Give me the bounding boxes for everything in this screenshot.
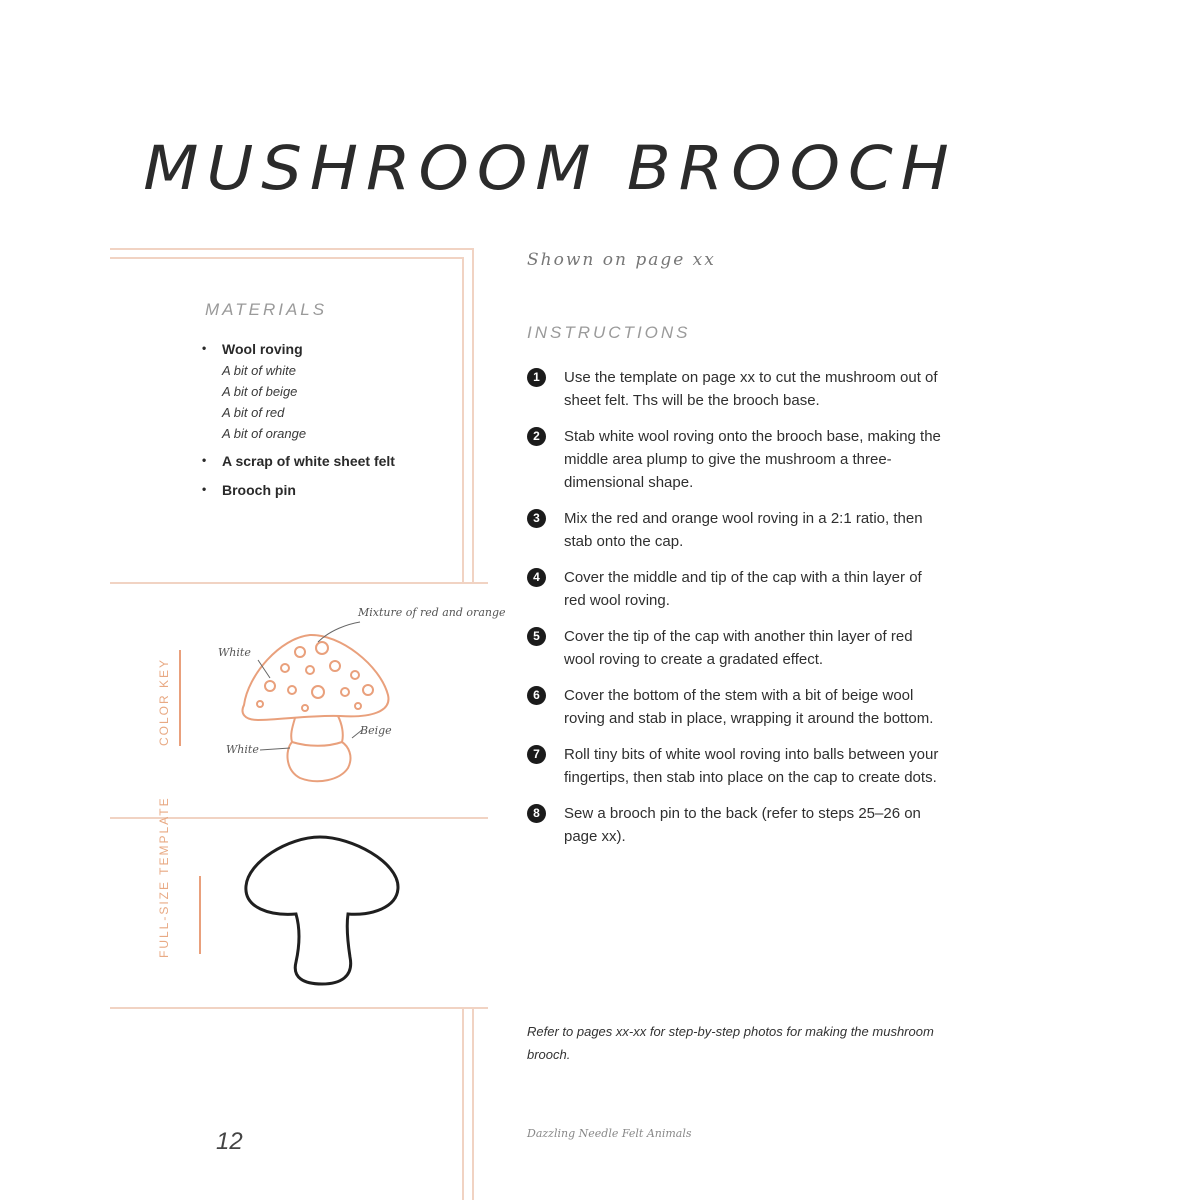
step-number: 8 bbox=[527, 804, 546, 823]
instruction-step bbox=[527, 802, 947, 848]
note-white-cap: White bbox=[218, 646, 251, 659]
materials-heading: MATERIALS bbox=[205, 300, 328, 319]
page-number: 12 bbox=[216, 1128, 243, 1155]
mushroom-stem-outline bbox=[287, 716, 350, 781]
reference-note: Refer to pages xx-xx for step-by-step photos for making the mushroom brooch. bbox=[527, 1024, 934, 1062]
instruction-step bbox=[527, 625, 947, 671]
note-mixture: Mixture of red and orange bbox=[358, 606, 506, 619]
mushroom-stem-band bbox=[292, 742, 342, 746]
step-text: Cover the middle and tip of the cap with a thin layer of red wool roving. bbox=[564, 569, 922, 609]
step-text: Mix the red and orange wool roving in a 2:1 ratio, then stab onto the cap. bbox=[564, 510, 923, 550]
material-label: • Brooch pin bbox=[222, 482, 296, 498]
material-sub: A bit of beige bbox=[222, 384, 298, 399]
step-number: 4 bbox=[527, 568, 546, 587]
step-text: Stab white wool roving onto the brooch base, making the middle area plump to give the mushroom a three-dimensional shape. bbox=[564, 428, 941, 491]
note-white-stem: White bbox=[226, 743, 259, 756]
step-text: Roll tiny bits of white wool roving into balls between your fingertips, then stab into place on the cap to create dots. bbox=[564, 746, 939, 786]
step-number: 5 bbox=[527, 627, 546, 646]
material-sub: A bit of red bbox=[222, 405, 285, 420]
materials-list bbox=[200, 341, 395, 498]
instruction-step bbox=[527, 507, 947, 553]
step-number: 3 bbox=[527, 509, 546, 528]
mushroom-template bbox=[240, 832, 405, 992]
mushroom-color-diagram bbox=[230, 620, 400, 790]
step-text: Cover the tip of the cap with another thin layer of red wool roving to create a gradated effect. bbox=[564, 628, 913, 668]
step-number: 7 bbox=[527, 745, 546, 764]
materials-item bbox=[200, 482, 395, 498]
materials-item bbox=[200, 453, 395, 469]
step-number: 2 bbox=[527, 427, 546, 446]
instruction-step bbox=[527, 684, 947, 730]
materials-item bbox=[200, 341, 395, 441]
template-label: FULL-SIZE TEMPLATE bbox=[157, 796, 171, 958]
instruction-step bbox=[527, 366, 947, 412]
instructions-list bbox=[527, 366, 947, 861]
page-title: MUSHROOM BROOCH bbox=[143, 133, 957, 205]
instructions-heading: INSTRUCTIONS bbox=[527, 323, 691, 342]
footer-book-title: Dazzling Needle Felt Animals bbox=[527, 1127, 692, 1140]
step-text: Sew a brooch pin to the back (refer to steps 25–26 on page xx). bbox=[564, 805, 921, 845]
material-sub: A bit of orange bbox=[222, 426, 307, 441]
step-number: 1 bbox=[527, 368, 546, 387]
instruction-step bbox=[527, 743, 947, 789]
step-text: Use the template on page xx to cut the mushroom out of sheet felt. Ths will be the brooch base. bbox=[564, 369, 938, 409]
template-accent-bar bbox=[199, 876, 201, 954]
shown-on-page: Shown on page xx bbox=[527, 250, 716, 270]
instruction-step bbox=[527, 425, 947, 494]
color-key-label: COLOR KEY bbox=[157, 657, 171, 746]
step-text: Cover the bottom of the stem with a bit of beige wool roving and stab in place, wrapping it around the bottom. bbox=[564, 687, 934, 727]
instruction-step bbox=[527, 566, 947, 612]
material-label: • A scrap of white sheet felt bbox=[222, 453, 395, 469]
material-sub: A bit of white bbox=[222, 363, 296, 378]
step-number: 6 bbox=[527, 686, 546, 705]
material-label: • Wool roving bbox=[222, 341, 303, 357]
color-key-accent-bar bbox=[179, 650, 181, 746]
note-beige: Beige bbox=[360, 724, 392, 737]
